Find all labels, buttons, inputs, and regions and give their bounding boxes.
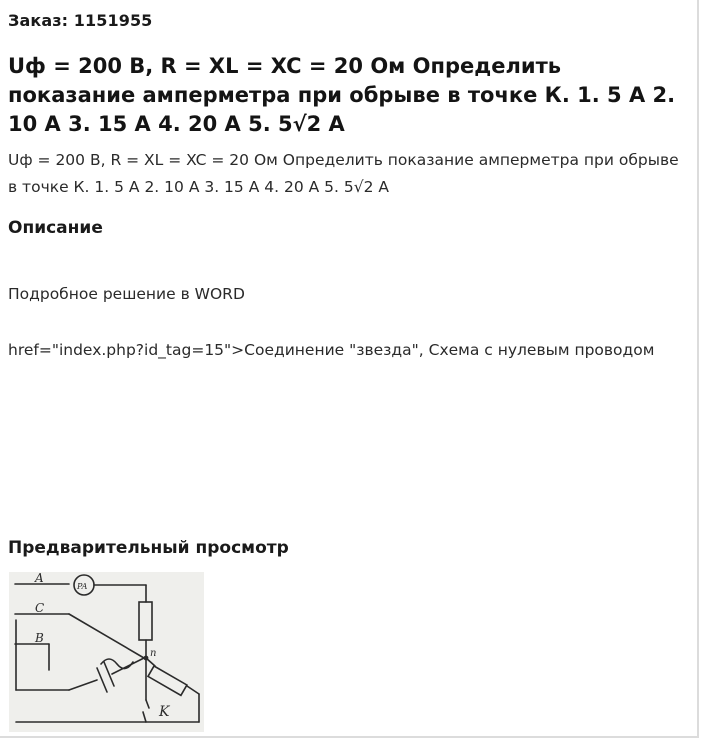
label-phase-a: A (35, 572, 44, 585)
label-ammeter: PA (77, 582, 88, 591)
task-title: Uф = 200 В, R = XL = XC = 20 Ом Определить показание амперметра при обрыве в точке К. 1. 5 А 2. 10 А 3. 15 А 4. 20 А 5. 5√2 А (8, 54, 676, 136)
task-lead-text: Uф = 200 В, R = XL = XC = 20 Ом Определить показание амперметра при обрыве в точке К. 1. 5 А 2. 10 А 3. 15 А 4. 20 А 5. 5√2 А (8, 151, 679, 196)
preview-heading: Предварительный просмотр (8, 538, 289, 558)
order-number: Заказ: 1151955 (8, 11, 153, 30)
description-text: Подробное решение в WORD (8, 285, 245, 303)
label-point-k: K (159, 704, 170, 720)
description-heading: Описание (8, 218, 103, 238)
label-node: n (150, 648, 157, 659)
label-phase-b: B (35, 631, 44, 645)
preview-image[interactable] (9, 572, 204, 732)
label-phase-c: C (35, 601, 45, 615)
description-link-text[interactable]: href="index.php?id_tag=15">Соединение "звезда", Схема с нулевым проводом (8, 341, 655, 359)
circuit-sketch (9, 572, 204, 732)
